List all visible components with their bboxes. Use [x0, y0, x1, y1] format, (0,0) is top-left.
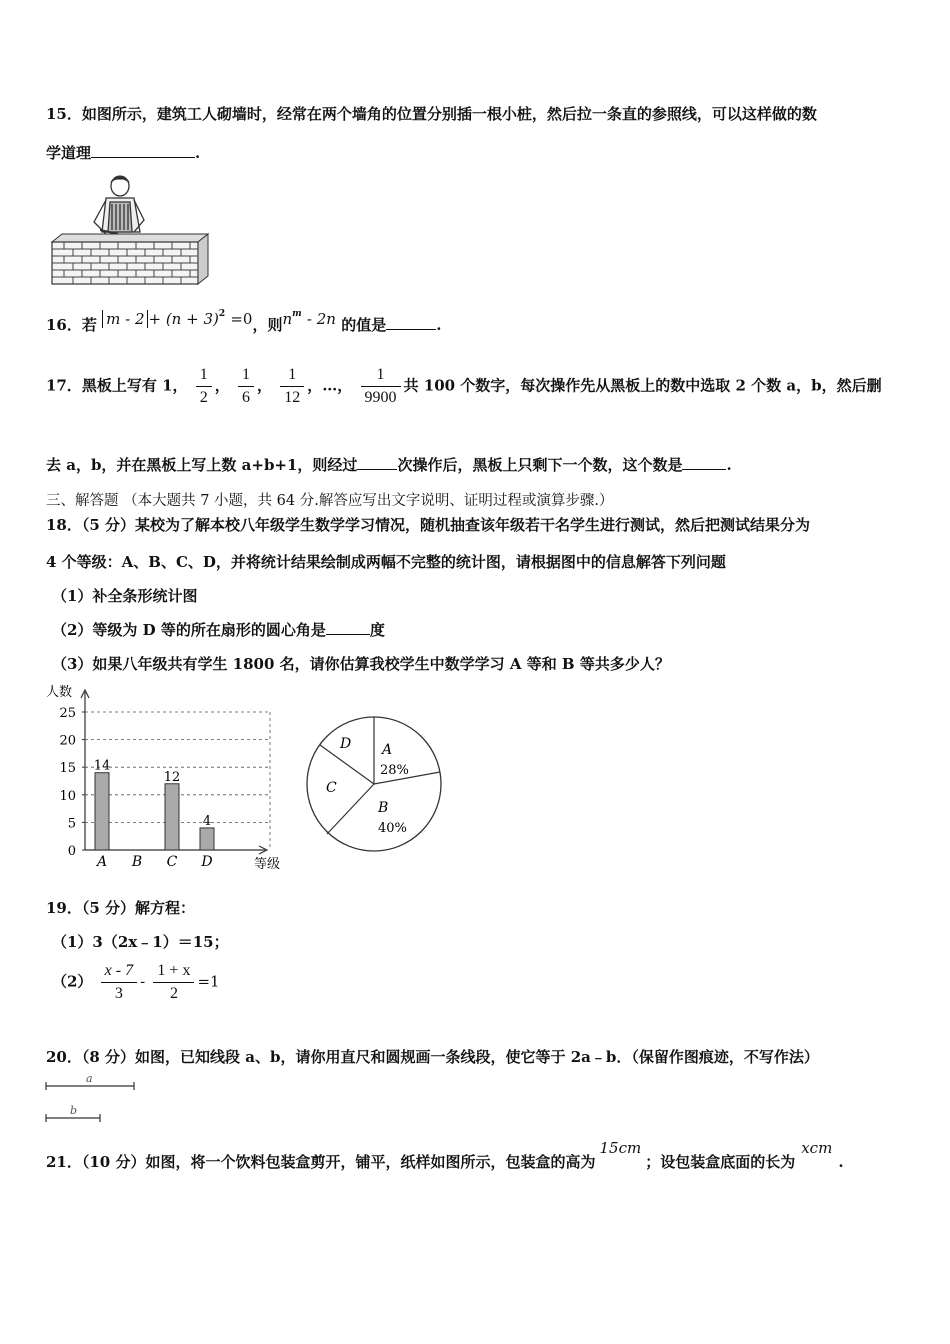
pie-slice-a-label: A	[382, 742, 393, 758]
section-header: 三、解答题 （本大题共 7 小题，共 64 分.解答应写出文字说明、证明过程或演算步骤.）	[46, 493, 614, 509]
bricklayer-illustration	[48, 172, 210, 286]
fraction-1-9900: $\frac{1}{9900}$	[361, 366, 401, 407]
q21-line	[46, 1139, 844, 1172]
q16-base: n	[282, 310, 293, 328]
q18-sub1: （1）补全条形统计图	[52, 587, 198, 605]
q21-length: xcm	[801, 1139, 833, 1157]
q19-equals: =1	[197, 972, 220, 991]
q18-angle-blank[interactable]	[326, 620, 370, 635]
y-tick-label: 5	[67, 816, 76, 832]
x-tick-label: D	[201, 854, 213, 870]
pie-chart	[302, 712, 452, 862]
q17-ellipsis: ，…，	[307, 376, 353, 395]
bar-D	[200, 828, 214, 850]
q16-line: 16．若 $m - 2 + (n + 3)^2 =0$，则$n^m - 2n$ 的值是 .	[46, 309, 442, 334]
q21-prefix: 21．（10 分）如图，将一个饮料包装盒剪开，铺平，纸样如图所示，包装盒的高为	[46, 1153, 596, 1171]
pie-slice-b-label: B	[378, 800, 389, 816]
q18-line1: 18．（5 分）某校为了解本校八年级学生数学学习情况，随机抽查该年级若干名学生进行测试，然后把测试结果分为	[46, 516, 811, 534]
q17-sep: ，	[257, 376, 273, 395]
bar-value-label: 4	[202, 813, 212, 829]
x-tick-label: C	[166, 854, 178, 870]
segments-a-b	[44, 1070, 144, 1124]
q17-line2-b: 次操作后，黑板上只剩下一个数，这个数是	[397, 456, 683, 474]
q16-then: ，则	[252, 316, 283, 334]
q17-blank-ops[interactable]	[357, 455, 397, 470]
q16-answer-blank[interactable]	[386, 315, 436, 330]
bar-x-label: 等级	[254, 857, 281, 872]
bar-C	[165, 784, 179, 850]
q15-answer-blank[interactable]	[91, 143, 195, 158]
bar-value-label: 12	[163, 769, 181, 785]
fraction-1-6: $\frac{1}{6}$	[238, 366, 254, 407]
fraction-1-12: $\frac{1}{12}$	[280, 366, 304, 407]
q18-line2: 4 个等级：A、B、C、D，并将统计结果绘制成两幅不完整的统计图，请根据图中的信息解答下列问题	[46, 553, 726, 571]
q19-fraction-1: $\frac{x - 7}{3}$	[101, 962, 137, 1003]
y-tick-label: 25	[59, 706, 76, 721]
x-tick-label: A	[96, 854, 108, 870]
bar-y-label: 人数	[46, 685, 73, 700]
q20-line: 20．（8 分）如图，已知线段 a、b，请你用直尺和圆规画一条线段，使它等于 2a﹣b．（保留作图痕迹，不写作法）	[46, 1048, 819, 1066]
q18-sub2-a: （2）等级为 D 等的所在扇形的圆心角是	[52, 621, 326, 639]
x-tick-label: B	[131, 854, 143, 870]
q15-line2-suffix: .	[195, 144, 201, 162]
q17-line2	[46, 454, 732, 475]
q17-suffix: 共 100 个数字，每次操作先从黑板上的数中选取 2 个数 a，b，然后删	[403, 376, 882, 395]
q17-sep: ，	[214, 376, 230, 395]
bar-chart	[40, 682, 300, 874]
q17-blank-number[interactable]	[682, 455, 726, 470]
q16-prefix: 16．若	[46, 316, 97, 334]
y-tick-label: 10	[59, 788, 76, 804]
bar-value-label: 14	[93, 758, 111, 774]
q15-line2	[46, 142, 200, 163]
q16-minus-term: - 2n	[306, 310, 336, 328]
y-tick-label: 0	[67, 844, 76, 859]
q15-line1: 15．如图所示，建筑工人砌墙时，经常在两个墙角的位置分别插一根小桩，然后拉一条直的参照线，可以这样做的数	[46, 105, 817, 123]
segment-a-label: a	[86, 1072, 93, 1085]
fraction-1-2: $\frac{1}{2}$	[196, 366, 212, 407]
q19-title: 19．（5 分）解方程：	[46, 899, 196, 917]
pie-slice-b-value: 40%	[378, 821, 407, 836]
q18-sub3: （3）如果八年级共有学生 1800 名，请你估算我校学生中数学学习 A 等和 B 等共多少人？	[52, 655, 670, 673]
q16-plus-expr: + (n + 3)	[148, 310, 219, 328]
q15-line2-prefix: 学道理	[46, 144, 92, 162]
q17-line1	[46, 366, 882, 407]
q18-sub2	[52, 619, 385, 640]
q19-minus: -	[140, 972, 146, 991]
pie-slice-d-label: D	[340, 736, 352, 752]
q19-sub1: （1）3（2x﹣1）＝15；	[52, 933, 229, 951]
q19-fraction-2: $\frac{1 + x}{2}$	[153, 962, 194, 1003]
bar-A	[95, 773, 109, 850]
q21-mid: ；设包装盒底面的长为	[645, 1153, 796, 1171]
pie-slice-c-label: C	[326, 780, 337, 796]
q16-equals: =0	[230, 310, 253, 328]
pie-slice-a-value: 28%	[380, 763, 409, 778]
y-tick-label: 20	[59, 733, 76, 749]
q21-height: 15cm	[599, 1139, 642, 1157]
q16-exponent: 2	[218, 309, 226, 319]
q17-line2-c: .	[726, 456, 732, 474]
y-tick-label: 15	[59, 761, 76, 777]
segment-b-label: b	[70, 1104, 78, 1117]
q16-abs-expr: m - 2	[102, 310, 148, 328]
q17-line2-a: 去 a，b，并在黑板上写上数 a+b+1，则经过	[46, 456, 358, 474]
q18-sub2-b: 度	[369, 621, 385, 639]
q19-sub2	[52, 962, 220, 1003]
q16-suffix: 的值是	[341, 316, 387, 334]
q19-sub2-label: （2）	[52, 972, 93, 991]
q17-prefix: 17．黑板上写有 1，	[46, 376, 188, 395]
q16-exponent-m: m	[292, 309, 302, 319]
q21-suffix: .	[838, 1153, 844, 1171]
